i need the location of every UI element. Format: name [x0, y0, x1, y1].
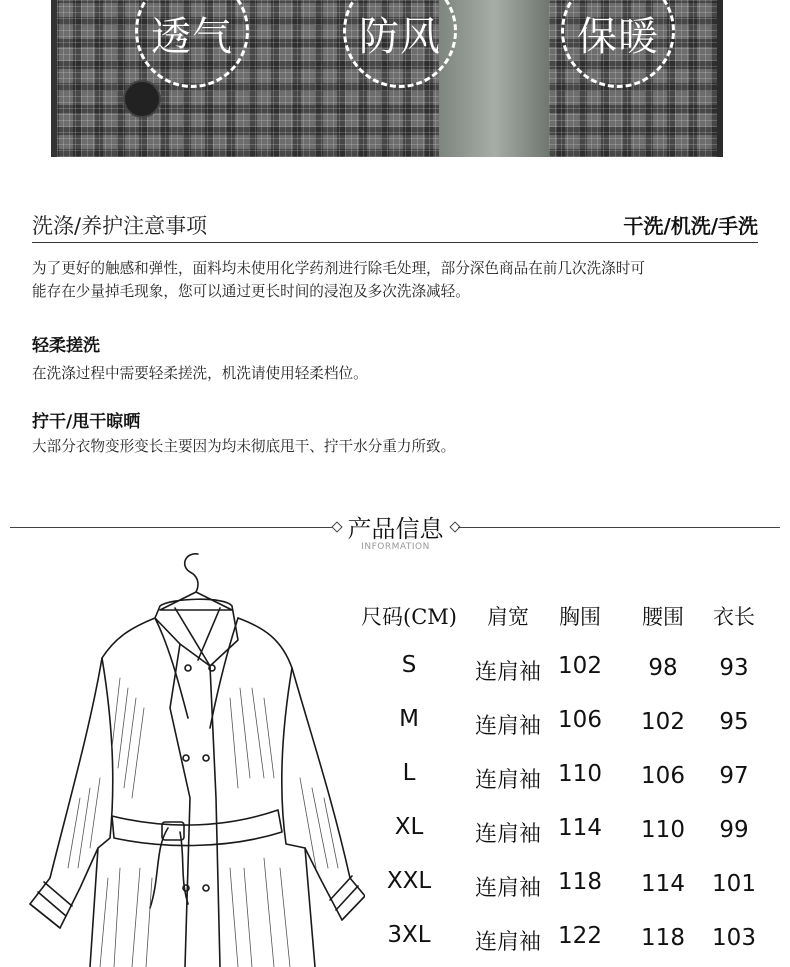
- table-cell-waist: 102: [641, 709, 685, 735]
- divider-left: [10, 527, 332, 528]
- feature-label: 防风: [359, 14, 441, 60]
- table-cell-chest: 122: [558, 923, 602, 949]
- coat-sketch-illustration: [20, 548, 365, 967]
- info-title: 产品信息: [347, 515, 444, 543]
- table-cell-waist: 98: [648, 655, 678, 681]
- table-cell-chest: 110: [558, 761, 602, 787]
- feature-badge-warm: [561, 0, 675, 88]
- care-intro-line: 为了更好的触感和弹性，面料均未使用化学药剂进行除毛处理，部分深色商品在前几次洗涤时可: [32, 260, 645, 277]
- table-cell-waist: 118: [641, 925, 685, 951]
- table-header-waist: 腰围: [642, 605, 684, 629]
- care-methods: 干洗/机洗/手洗: [623, 214, 758, 238]
- table-cell-chest: 118: [558, 869, 602, 895]
- care-text-drying: 大部分衣物变形变长主要因为均未彻底甩干、拧干水分重力所致。: [32, 438, 456, 455]
- care-header: [32, 206, 758, 243]
- table-cell-waist: 114: [641, 871, 685, 897]
- divider-right: [458, 527, 780, 528]
- table-cell-size: XL: [394, 814, 424, 840]
- table-cell-shoulder: 连肩袖: [474, 714, 541, 739]
- table-cell-size: S: [401, 652, 417, 678]
- table-cell-length: 103: [712, 925, 756, 951]
- table-cell-length: 93: [719, 655, 749, 681]
- care-heading-gentle-wash: 轻柔搓洗: [32, 336, 100, 356]
- care-intro: [32, 257, 758, 303]
- divider-diamond-icon: [331, 521, 342, 532]
- feature-label: 透气: [151, 14, 233, 60]
- care-heading-drying: 拧干/甩干晾晒: [32, 412, 141, 432]
- care-intro-line: 能存在少量掉毛现象，您可以通过更长时间的浸泡及多次洗涤减轻。: [32, 283, 470, 300]
- feature-label: 保暖: [577, 14, 659, 60]
- table-cell-length: 95: [719, 709, 749, 735]
- feature-badge-breathable: [135, 0, 249, 88]
- table-cell-chest: 106: [558, 707, 602, 733]
- table-cell-length: 99: [719, 817, 749, 843]
- care-title: 洗涤/养护注意事项: [32, 214, 208, 238]
- table-header-size: 尺码(CM): [361, 605, 457, 629]
- table-cell-shoulder: 连肩袖: [474, 876, 541, 901]
- coat-button-photo: [123, 80, 161, 118]
- table-cell-size: XXL: [386, 868, 432, 894]
- table-cell-shoulder: 连肩袖: [474, 660, 541, 685]
- table-cell-size: M: [399, 706, 419, 732]
- table-cell-size: L: [402, 760, 416, 786]
- table-cell-shoulder: 连肩袖: [474, 768, 541, 793]
- table-header-shoulder: 肩宽: [487, 605, 529, 629]
- table-cell-length: 101: [712, 871, 756, 897]
- table-header-chest: 胸围: [559, 605, 601, 629]
- table-cell-size: 3XL: [387, 922, 431, 948]
- table-cell-shoulder: 连肩袖: [474, 822, 541, 847]
- info-subtitle: INFORMATION: [361, 542, 430, 552]
- table-cell-length: 97: [719, 763, 749, 789]
- fabric-photo: [51, 0, 723, 157]
- table-cell-chest: 102: [558, 653, 602, 679]
- table-cell-waist: 110: [641, 817, 685, 843]
- table-cell-chest: 114: [558, 815, 602, 841]
- table-cell-shoulder: 连肩袖: [474, 930, 541, 955]
- table-header-length: 衣长: [713, 605, 755, 629]
- care-text-gentle-wash: 在洗涤过程中需要轻柔搓洗，机洗请使用轻柔档位。: [32, 365, 368, 382]
- table-cell-waist: 106: [641, 763, 685, 789]
